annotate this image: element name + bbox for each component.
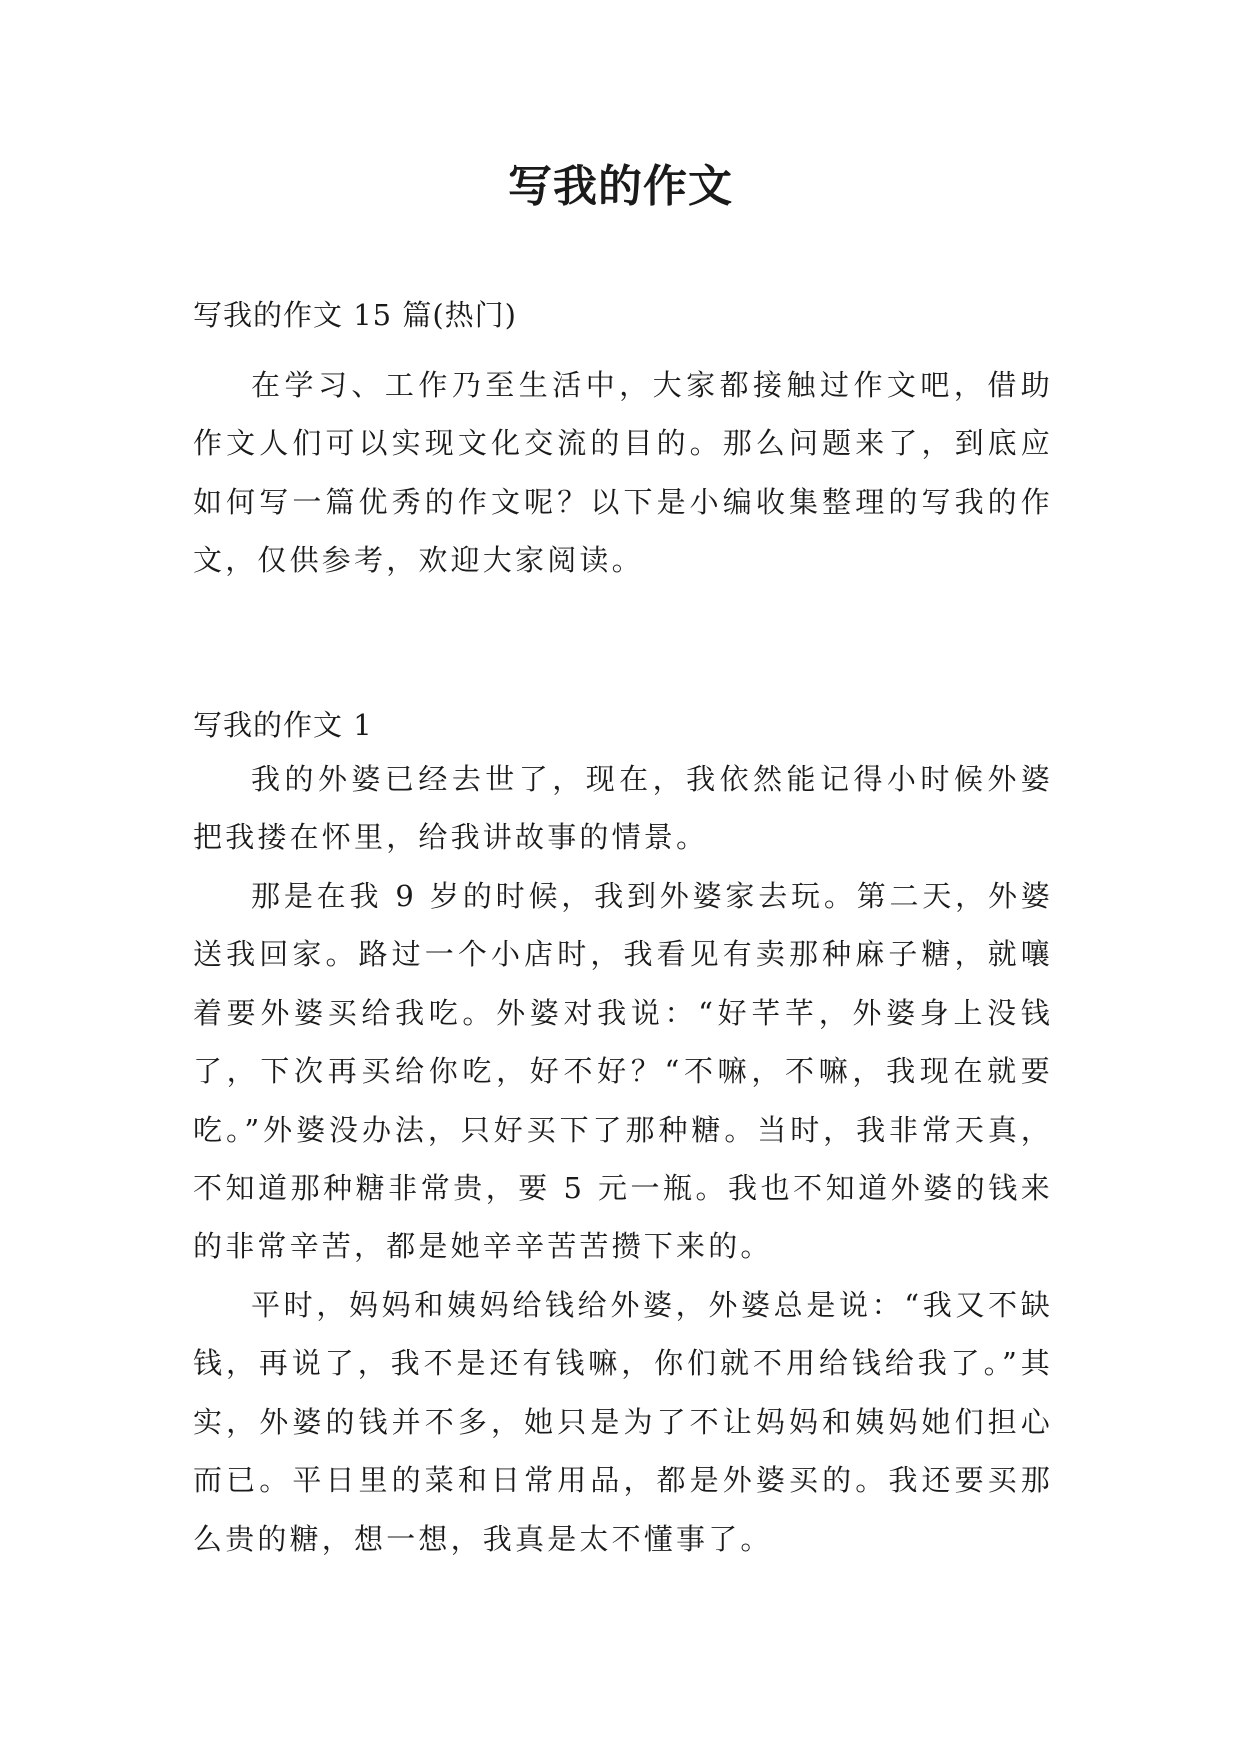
body-paragraph-3: 平时，妈妈和姨妈给钱给外婆，外婆总是说：“我又不缺钱，再说了，我不是还有钱嘛，你们就不用给钱给我了。”其实，外婆的钱并不多，她只是为了不让妈妈和姨妈她们担心而已。平日里的菜和日常用品，都是外婆买的。我还要买那么贵的糖，想一想，我真是太不懂事了。 xyxy=(193,1288,1053,1556)
body-paragraph-1: 我的外婆已经去世了，现在，我依然能记得小时候外婆把我搂在怀里，给我讲故事的情景。 xyxy=(193,762,1053,855)
document-subtitle: 写我的作文 15 篇(热门) xyxy=(193,298,517,332)
section-heading: 写我的作文 1 xyxy=(193,708,373,742)
body-paragraph-2: 那是在我 9 岁的时候，我到外婆家去玩。第二天，外婆送我回家。路过一个小店时，我看见有卖那种麻子糖，就嚷着要外婆买给我吃。外婆对我说：“好芊芊，外婆身上没钱了，下次再买给你吃，好不好？“不嘛，不嘛，我现在就要吃。”外婆没办法，只好买下了那种糖。当时，我非常天真，不知道那种糖非常贵，要 5 元一瓶。我也不知道外婆的钱来的非常辛苦，都是她辛辛苦苦攒下来的。 xyxy=(193,879,1053,1264)
intro-paragraph: 在学习、工作乃至生活中，大家都接触过作文吧，借助作文人们可以实现文化交流的目的。那么问题来了，到底应如何写一篇优秀的作文呢？以下是小编收集整理的写我的作文，仅供参考，欢迎大家阅读。 xyxy=(193,368,1053,578)
document-title: 写我的作文 xyxy=(508,161,733,212)
